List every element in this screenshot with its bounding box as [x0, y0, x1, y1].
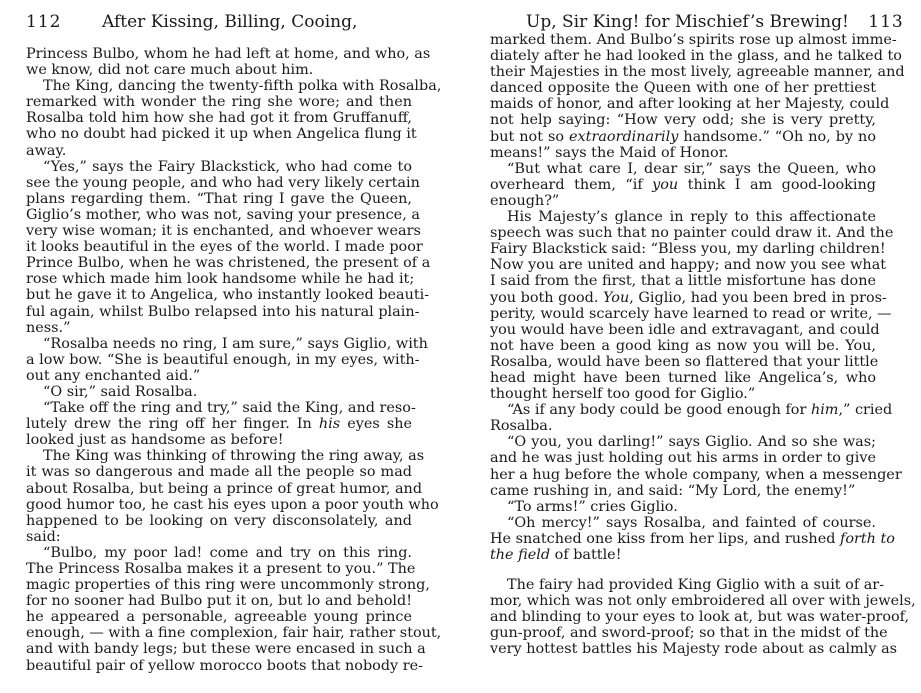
text-line: “O you, you darling!” says Giglio. And so she was; — [507, 434, 876, 451]
text-line: who no doubt had picked it up when Angelica flung it — [26, 126, 417, 143]
text-line: said: — [26, 528, 61, 545]
text-line: The King was thinking of throwing the ring away, as — [43, 448, 425, 465]
text-line: “But what care I, dear sir,” says the Queen, who — [507, 160, 876, 177]
text-line: good humor too, he cast his eyes upon a poor youth who — [26, 496, 439, 513]
right-page — [460, 0, 921, 693]
text-line: for no sooner had Bulbo put it on, but lo and behold! — [26, 593, 412, 610]
text-line: very wise woman; it is enchanted, and whoever wears — [26, 223, 421, 240]
text-line: He snatched one kiss from her lips, and rushed forth to — [490, 530, 895, 547]
text-line: maids of honor, and after looking at her Majesty, could — [490, 96, 890, 113]
text-line: and he was just holding out his arms in order to give — [490, 450, 876, 467]
text-line: Now you are united and happy; and now you see what — [490, 257, 887, 274]
text-line: but he gave it to Angelica, who instantly looked beauti- — [26, 287, 430, 304]
text-line: their Majesties in the most lively, agreeable manner, and — [490, 64, 905, 81]
text-line: the field of battle! — [490, 547, 622, 563]
text-line: you would have been idle and extravagant, and could — [490, 321, 880, 338]
text-line: enough, — with a fine complexion, fair hair, rather stout, — [26, 625, 442, 642]
text-line: Rosalba, would have been so flattered that your little — [490, 353, 879, 370]
text-line: Rosalba. — [490, 418, 553, 435]
text-line: ful again, whilst Bulbo relapsed into his natural plain- — [26, 303, 420, 320]
text-line: Rosalba told him how she had got it from Gruffanuff, — [26, 110, 412, 127]
text-line: means!” says the Maid of Honor. — [490, 144, 729, 161]
left-page-body — [26, 46, 442, 674]
page-number: 113 — [868, 12, 904, 32]
text-line: rose which made him look handsome while he had it; — [26, 271, 415, 288]
text-line: and blinding to your eyes to look at, but was water-proof, — [490, 609, 910, 626]
text-line: her a hug before the whole company, when a messenger — [490, 466, 902, 483]
text-line: Giglio’s mother, who was not, saving your presence, a — [26, 206, 420, 223]
text-line: diately after he had looked in the glass, and he talked to — [490, 48, 902, 65]
text-line: The Princess Rosalba makes it a present to you.” The — [26, 561, 416, 577]
text-line: came rushing in, and said: “My Lord, the enemy!” — [490, 482, 856, 499]
text-line: away. — [26, 142, 67, 159]
text-line: and with bandy legs; but these were encased in such a — [26, 641, 426, 658]
text-line: beautiful pair of yellow morocco boots that nobody re- — [26, 657, 424, 674]
text-line: His Majesty’s glance in reply to this affectionate — [507, 209, 876, 226]
text-line: about Rosalba, but being a prince of great humor, and — [26, 480, 423, 497]
text-line: magic properties of this ring were uncommonly strong, — [26, 577, 430, 594]
text-line: ness.” — [26, 319, 71, 336]
text-line: Prince Bulbo, when he was christened, the present of a — [26, 255, 431, 272]
text-line: Fairy Blackstick said: “Bless you, my darling children! — [490, 241, 886, 258]
text-line: The fairy had provided King Giglio with a suit of ar- — [507, 577, 885, 594]
text-line: enough?” — [490, 192, 560, 209]
text-line: you both good. You, Giglio, had you been bred in pros- — [490, 289, 887, 306]
running-head: Up, Sir King! for Mischief’s Brewing! — [526, 12, 849, 32]
text-line: very hottest battles his Majesty rode about as calmly as — [490, 641, 898, 658]
text-line: overheard them, “if you think I am good-looking — [490, 176, 876, 193]
text-line: marked them. And Bulbo’s spirits rose up almost imme- — [490, 32, 897, 48]
text-line: The King, dancing the twenty-fifth polka with Rosalba, — [43, 78, 442, 95]
text-line: “To arms!” cries Giglio. — [507, 498, 678, 515]
text-line: “Oh mercy!” says Rosalba, and fainted of course. — [507, 514, 876, 531]
text-line: a low bow. “She is beautiful enough, in my eyes, with- — [26, 351, 420, 368]
text-line: “Rosalba needs no ring, I am sure,” says Giglio, with — [43, 335, 428, 352]
text-line: out any enchanted aid.” — [26, 367, 201, 384]
text-line: I said from the first, that a little misfortune has done — [490, 273, 876, 290]
text-line: danced opposite the Queen with one of her prettiest — [490, 80, 876, 97]
text-line — [490, 563, 876, 577]
text-line: looked just as handsome as before! — [26, 432, 284, 449]
text-line: plans regarding them. “That ring I gave the Queen, — [26, 190, 412, 207]
text-line: speech was such that no painter could draw it. And the — [490, 225, 894, 242]
text-line: but not so extraordinarily handsome.” “Oh no, by no — [490, 128, 876, 145]
running-head: After Kissing, Billing, Cooing, — [102, 12, 358, 32]
text-line: not help saying: “How very odd; she is very pretty, — [490, 112, 876, 129]
right-page-body — [490, 32, 916, 658]
text-line: remarked with wonder the ring she wore; and then — [26, 94, 412, 111]
text-line: lutely drew the ring off her finger. In his eyes she — [26, 416, 412, 433]
text-line: happened to be looking on very disconsolately, and — [26, 512, 412, 529]
text-line: mor, which was not only embroidered all over with jewels, — [490, 593, 916, 610]
text-line: head might have been turned like Angelica’s, who — [490, 369, 876, 386]
text-line: “Bulbo, my poor lad! come and try on this ring. — [43, 544, 412, 561]
text-line: perity, would scarcely have learned to read or write, — — [490, 305, 892, 322]
text-line: see the young people, and who had very likely certain — [26, 174, 420, 191]
text-line: “O sir,” said Rosalba. — [43, 383, 198, 400]
text-line: we know, did not care much about him. — [26, 62, 314, 79]
left-page — [0, 0, 460, 693]
text-line: “As if any body could be good enough for him,” cried — [507, 402, 893, 419]
text-line: Princess Bulbo, whom he had left at home, and who, as — [26, 46, 431, 62]
left-page-header — [26, 12, 412, 32]
text-line: not have been a good king as now you will be. You, — [490, 337, 876, 354]
text-line: gun-proof, and sword-proof; so that in the midst of the — [490, 625, 888, 642]
page-number: 112 — [26, 12, 62, 32]
text-line: thought herself too good for Giglio.” — [490, 386, 756, 403]
text-line: he appeared a personable, agreeable young prince — [26, 609, 412, 626]
text-line: “Yes,” says the Fairy Blackstick, who had come to — [43, 158, 412, 175]
text-line: it looks beautiful in the eyes of the world. I made poor — [26, 239, 423, 256]
text-line: it was so dangerous and made all the people so mad — [26, 464, 412, 481]
right-page-header — [526, 12, 904, 32]
text-line: “Take off the ring and try,” said the King, and reso- — [43, 400, 416, 417]
